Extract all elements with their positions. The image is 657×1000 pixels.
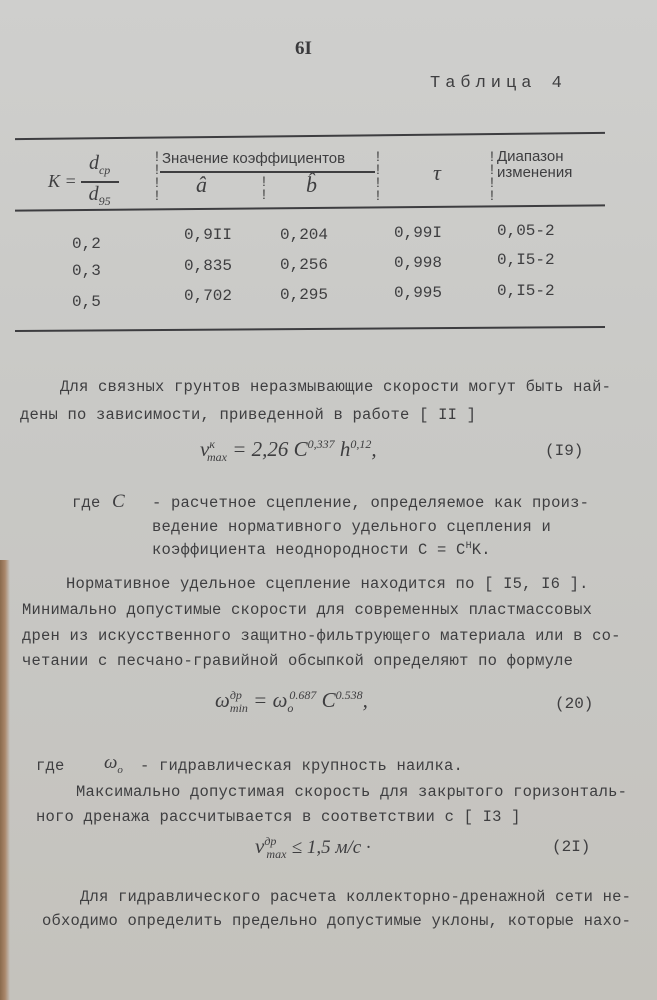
equation-21-number: (2I) [552,838,591,856]
table-bottom-rule [15,326,605,332]
table-caption: Таблица 4 [430,74,567,93]
range-header-line1: Диапазон [497,148,564,165]
paragraph-2-line-1: Нормативное удельное сцепление находится по [ I5, I6 ]. [66,575,589,593]
paragraph-1-line-2: дены по зависимости, приведенной в работе [ II ] [20,406,477,424]
paragraph-2-line-4: четании с песчано-гравийной обсыпкой определяют по формуле [22,652,574,670]
coefficient-b-header: b̂ [306,172,317,197]
k-fraction: $\frac{d_{ср}}{d_{95}}$ [81,152,119,212]
coefficient-r-header: τ [433,160,441,185]
paragraph-2-line-3: дрен из искусственного защитно-фильтрующего материала или в со- [22,627,621,645]
paragraph-3-line-1: Максимально допустимая скорость для закрытого горизонталь- [76,783,628,801]
definition-omega: - гидравлическая крупность наилка. [140,757,464,775]
column-separator: ! ! ! ! [155,148,159,203]
where-label: где [72,494,101,512]
equation-21: $v^{др}_{max} \le 1,5$ м/с · [255,834,371,862]
paragraph-4-line-1: Для гидравлического расчета коллекторно-дренажной сети не- [80,888,632,906]
equation-19: $v^к_{max} = 2,26$ C$^{0,337}$ $h^{0,12}$, [200,437,377,465]
where-symbol-c: C [112,491,125,512]
where-symbol-omega: $\omega_o$ [104,752,123,776]
equation-20: $\omega^{др}_{min} = \omega_o^{0.687}$ $C^{0.538}$, [215,688,368,716]
k-ratio-header: K = $\frac{d_{ср}}{d_{95}}$ [48,152,119,212]
coefficient-a-header: â [196,172,207,197]
paragraph-1-line-1: Для связных грунтов неразмывающие скорости могут быть най- [60,378,612,396]
paragraph-4-line-2: обходимо определить предельно допустимые уклоны, которые нахо- [42,912,632,930]
page-number: 6I [295,38,312,59]
definition-c-line-1: - расчетное сцепление, определяемое как произ- [152,494,590,512]
definition-c-line-3: коэффициента неоднородности $C = C^НK$. [152,541,491,560]
column-separator: ! ! ! ! [490,148,494,203]
equation-19-number: (I9) [545,442,584,460]
table-top-rule [15,132,605,140]
where-label: где [36,757,65,775]
definition-c-line-2: ведение нормативного удельного сцепления и [152,518,552,536]
column-separator: ! ! ! ! [376,148,380,203]
coefficients-group-header: Значение коэффициентов [162,150,346,167]
group-underline [160,171,375,173]
paragraph-3-line-2: ного дренажа рассчитывается в соответствии с [ I3 ] [36,808,521,826]
range-header-line2: изменения [497,164,573,181]
paragraph-2-line-2: Минимально допустимые скорости для современных пластмассовых [22,601,593,619]
column-separator: ! ! [262,173,266,202]
book-binding-edge [0,560,10,1000]
equation-20-number: (20) [555,695,594,713]
